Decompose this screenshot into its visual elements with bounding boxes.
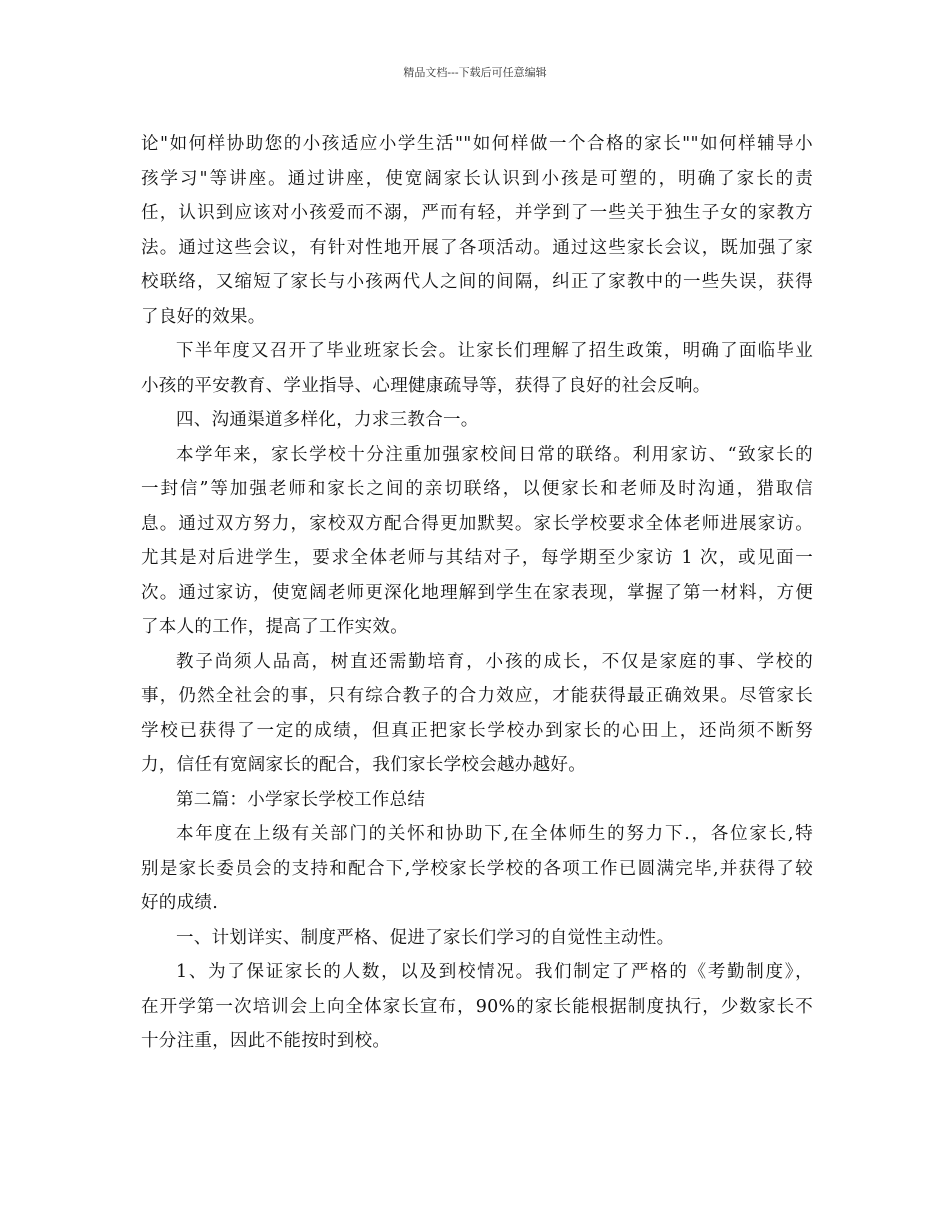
text-line: 别是家长委员会的支持和配合下,学校家长学校的各项工作已圆满完毕,并获得了较 (141, 858, 813, 879)
text-line: 十分注重，因此不能按时到校。 (141, 1031, 391, 1051)
paragraph-start: 下半年度又召开了毕业班家长会。让家长们理解了招生政策，明确了面临毕业 (176, 341, 813, 361)
text-line: 学校已获得了一定的成绩，但真正把家长学校办到家长的心田上，还尚须不断努 (141, 720, 813, 741)
section-heading: 四、沟通渠道多样化，力求三教合一。 (176, 410, 479, 430)
paragraph-start: 本学年来，家长学校十分注重加强家校间日常的联络。利用家访、“致家长的 (176, 444, 813, 465)
text-line: 孩学习"等讲座。通过讲座，使宽阔家长认识到小孩是可塑的，明确了家长的责 (141, 168, 813, 189)
chapter-heading: 第二篇：小学家长学校工作总结 (176, 789, 426, 810)
text-line: 尤其是对后进学生，要求全体老师与其结对子，每学期至少家访 1 次，或见面一 (141, 548, 813, 568)
paragraph-start: 1、为了保证家长的人数，以及到校情况。我们制定了严格的《考勤制度》， (176, 962, 813, 982)
text-line: 了本人的工作，提高了工作实效。 (141, 617, 408, 637)
text-line: 次。通过家访，使宽阔老师更深化地理解到学生在家表现，掌握了第一材料，方便 (141, 582, 813, 603)
text-line: 在开学第一次培训会上向全体家长宣布，90%的家长能根据制度执行，少数家长不 (141, 996, 813, 1017)
text-line: 力，信任有宽阔家长的配合，我们家长学校会越办越好。 (141, 755, 586, 775)
text-line: 论"如何样协助您的小孩适应小学生活""如何样做一个合格的家长""如何样辅导小 (141, 134, 813, 154)
text-line: 小孩的平安教育、学业指导、心理健康疏导等，获得了良好的社会反响。 (141, 375, 711, 396)
text-line: 好的成绩. (141, 893, 219, 913)
text-line: 一封信”等加强老师和家长之间的亲切联络，以便家长和老师及时沟通，猎取信 (141, 479, 813, 499)
paragraph-start: 本年度在上级有关部门的关怀和协助下,在全体师生的努力下.，各位家长,特 (176, 824, 813, 844)
text-line: 校联络，又缩短了家长与小孩两代人之间的间隔，纠正了家教中的一些失误，获得 (141, 272, 813, 292)
text-line: 任，认识到应该对小孩爱而不溺，严而有轻，并学到了一些关于独生子女的家教方 (141, 203, 813, 223)
text-line: 法。通过这些会议，有针对性地开展了各项活动。通过这些家长会议，既加强了家 (141, 237, 813, 258)
text-line: 事，仍然全社会的事，只有综合教子的合力效应，才能获得最正确效果。尽管家长 (141, 686, 813, 706)
document-body (141, 127, 813, 1059)
text-line: 息。通过双方努力，家校双方配合得更加默契。家长学校要求全体老师进展家访。 (141, 513, 813, 534)
paragraph-start: 教子尚须人品高，树直还需勤培育，小孩的成长，不仅是家庭的事、学校的 (176, 651, 813, 672)
section-heading: 一、计划详实、制度严格、促进了家长们学习的自觉性主动性。 (176, 927, 675, 948)
text-line: 了良好的效果。 (141, 306, 266, 327)
page-header: 精品文档---下载后可任意编辑 (403, 66, 547, 79)
